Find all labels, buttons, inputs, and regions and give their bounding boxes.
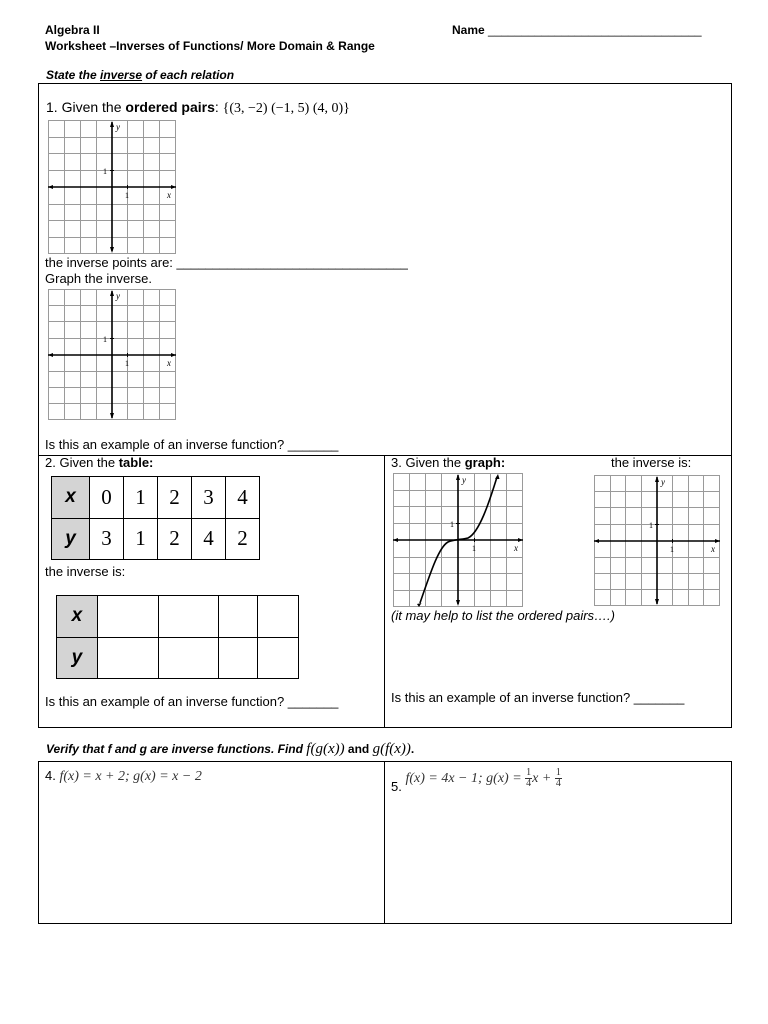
q3-inverse-label: the inverse is: bbox=[611, 455, 692, 470]
q2-prompt bbox=[45, 455, 153, 470]
y-axis-arrow-bottom bbox=[655, 599, 659, 605]
q4-prompt bbox=[45, 768, 202, 785]
instr-pre: State the bbox=[46, 68, 101, 82]
frac-num: 1 bbox=[555, 767, 561, 778]
y-one-label: 1 bbox=[103, 335, 107, 344]
y-header: y bbox=[57, 637, 98, 679]
frac-num: 1 bbox=[526, 767, 532, 778]
table-cell: 4 bbox=[226, 477, 260, 519]
table-row bbox=[52, 477, 260, 519]
instr-post: of each relation bbox=[142, 68, 235, 82]
q4-expression: f(x) = x + 2; g(x) = x − 2 bbox=[59, 769, 202, 784]
name-field[interactable] bbox=[452, 23, 702, 37]
table-cell: 2 bbox=[226, 518, 260, 560]
q2-given-table bbox=[51, 476, 260, 560]
table-cell: 2 bbox=[158, 477, 192, 519]
table-cell: 0 bbox=[90, 477, 124, 519]
curve-arrow-top bbox=[495, 474, 500, 479]
q3-lead: 3. Given the bbox=[391, 455, 465, 470]
q1-inverse-points[interactable]: the inverse points are: ________________________________ bbox=[45, 255, 408, 270]
q2-inverse-table[interactable] bbox=[56, 595, 299, 679]
section1-instruction bbox=[46, 68, 234, 82]
period: . bbox=[410, 742, 415, 756]
y-header: y bbox=[52, 518, 90, 560]
q2-lead: 2. Given the bbox=[45, 455, 119, 470]
blank-cell[interactable] bbox=[159, 637, 218, 679]
x-header: x bbox=[57, 596, 98, 638]
blank-cell[interactable] bbox=[258, 637, 299, 679]
blank-cell[interactable] bbox=[97, 596, 159, 638]
instr-word: inverse bbox=[100, 68, 143, 82]
worksheet-title: Worksheet –Inverses of Functions/ More Domain & Range bbox=[45, 39, 375, 53]
and-word: and bbox=[344, 742, 373, 756]
name-label: Name bbox=[452, 23, 489, 37]
y-axis-arrow-top bbox=[655, 476, 659, 482]
y-one-label: 1 bbox=[649, 521, 653, 530]
x-axis-label: x bbox=[167, 358, 171, 368]
blank-cell[interactable] bbox=[97, 637, 159, 679]
y-axis-label: y bbox=[116, 291, 120, 301]
fraction-one-quarter bbox=[555, 768, 562, 789]
name-blank: ________________________________ bbox=[488, 23, 702, 37]
frac-den: 4 bbox=[555, 778, 561, 789]
table-row bbox=[52, 518, 260, 560]
table-cell: 1 bbox=[124, 518, 158, 560]
q5-expression-b: x + bbox=[532, 770, 555, 786]
x-axis-label: x bbox=[514, 543, 518, 553]
blank-cell[interactable] bbox=[218, 637, 258, 679]
section2-instruction bbox=[46, 741, 414, 758]
f-of-g: f(g(x)) bbox=[306, 741, 345, 757]
q3-given-graph bbox=[393, 473, 523, 607]
q3-bold: graph: bbox=[464, 455, 506, 470]
q2-inverse-label: the inverse is: bbox=[45, 564, 126, 579]
verify-instr: Verify that f and g are inverse functions. Find bbox=[46, 742, 307, 756]
q2-question[interactable]: Is this an example of an inverse function? _______ bbox=[45, 694, 339, 709]
q1-colon: : bbox=[214, 99, 223, 115]
table-cell: 2 bbox=[158, 518, 192, 560]
y-axis-label: y bbox=[661, 477, 665, 487]
q3-inverse-graph[interactable] bbox=[594, 475, 720, 606]
table-cell: 1 bbox=[124, 477, 158, 519]
q1-graph-blank bbox=[48, 120, 176, 254]
ordered-pairs: {(3, −2) (−1, 5) (4, 0)} bbox=[222, 101, 350, 116]
q1-graph-inverse[interactable] bbox=[48, 289, 176, 420]
q1-prompt bbox=[46, 99, 350, 117]
table-cell: 3 bbox=[192, 477, 226, 519]
y-axis-arrow-bottom bbox=[110, 247, 114, 253]
y-axis-arrow-top bbox=[456, 474, 460, 480]
q2-bold: table: bbox=[118, 455, 154, 470]
y-axis-arrow-bottom bbox=[110, 413, 114, 419]
y-axis-arrow-top bbox=[110, 121, 114, 127]
q5-prompt bbox=[391, 767, 562, 794]
y-axis-label: y bbox=[462, 475, 466, 485]
x-one-label: 1 bbox=[472, 544, 476, 553]
blank-cell[interactable] bbox=[218, 596, 258, 638]
q1-lead: 1. Given the bbox=[46, 99, 126, 115]
q4-box[interactable] bbox=[38, 761, 385, 924]
q4-number: 4. bbox=[45, 768, 56, 783]
table-row bbox=[57, 596, 299, 638]
x-one-label: 1 bbox=[670, 545, 674, 554]
course-title: Algebra II bbox=[45, 23, 100, 37]
q3-question[interactable]: Is this an example of an inverse function? _______ bbox=[391, 690, 685, 705]
q1-question[interactable]: Is this an example of an inverse function? _______ bbox=[45, 437, 339, 452]
table-row bbox=[57, 637, 299, 679]
g-of-f: g(f(x)) bbox=[372, 741, 411, 757]
q1-graph-instruction: Graph the inverse. bbox=[45, 271, 152, 286]
q3-hint: (it may help to list the ordered pairs….) bbox=[391, 608, 615, 623]
x-header: x bbox=[52, 477, 90, 519]
q1-bold: ordered pairs bbox=[125, 99, 215, 115]
x-one-label: 1 bbox=[125, 191, 129, 200]
y-one-label: 1 bbox=[103, 167, 107, 176]
y-one-label: 1 bbox=[450, 520, 454, 529]
y-axis-arrow-bottom bbox=[456, 600, 460, 606]
q5-expression-a: f(x) = 4x − 1; g(x) = bbox=[405, 770, 526, 786]
blank-cell[interactable] bbox=[258, 596, 299, 638]
frac-den: 4 bbox=[526, 778, 532, 789]
blank-cell[interactable] bbox=[159, 596, 218, 638]
x-axis-label: x bbox=[711, 544, 715, 554]
x-axis-label: x bbox=[167, 190, 171, 200]
y-axis-arrow-top bbox=[110, 290, 114, 296]
table-cell: 4 bbox=[192, 518, 226, 560]
x-one-label: 1 bbox=[125, 359, 129, 368]
q3-prompt bbox=[391, 455, 505, 470]
q5-number: 5. bbox=[391, 778, 402, 794]
table-cell: 3 bbox=[90, 518, 124, 560]
y-axis-label: y bbox=[116, 122, 120, 132]
